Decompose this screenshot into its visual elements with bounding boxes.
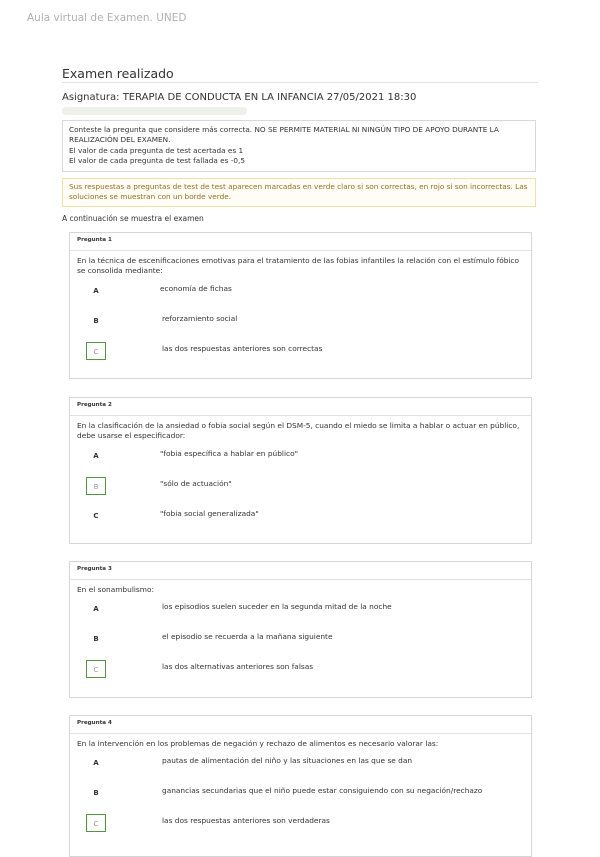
page-title: Examen realizado [62, 66, 174, 81]
answer-letter: B [93, 316, 99, 325]
answer-letter: A [93, 605, 99, 614]
question-text: En la intervención en los problemas de negación y rechazo de alimentos es necesario valorar las: [77, 739, 439, 748]
question-text: En la técnica de escenificaciones emotivas para el tratamiento de las fobias infantiles la relación con el estímulo fóbico se consolida mediante: [77, 256, 520, 276]
answer-letter-correct: C [86, 660, 106, 678]
question-text: En la clasificación de la ansiedad o fobia social según el DSM-5, cuando el miedo se limita a hablar o actuar en público, debe usarse el especificador: [77, 421, 520, 441]
redacted-bar [62, 107, 247, 115]
question-label: Pregunta 3 [77, 566, 112, 572]
answer-option[interactable] [70, 814, 531, 834]
answer-text: reforzamiento social [162, 313, 238, 323]
answer-letter: B [93, 789, 99, 798]
answer-option[interactable] [70, 754, 531, 774]
answer-text: los episodios suelen suceder en la segunda mitad de la noche [162, 602, 392, 612]
answer-option[interactable] [70, 507, 531, 527]
question-card [69, 397, 532, 544]
answer-text: las dos respuestas anteriores son correctas [162, 343, 323, 353]
answer-letter-correct: B [86, 477, 106, 495]
answer-option[interactable] [70, 660, 531, 680]
answer-text: las dos respuestas anteriores son verdaderas [162, 816, 330, 826]
answer-letter: A [93, 451, 99, 460]
answer-text: "sólo de actuación" [160, 478, 232, 488]
site-title: Aula virtual de Examen. UNED [27, 12, 187, 24]
question-text: En el sonambulismo: [77, 585, 154, 594]
notice-text: Sus respuestas a preguntas de test de test aparecen marcadas en verde claro si son correctas, en rojo si son incorrectas. Las soluciones se muestran con un borde verde. [69, 182, 528, 202]
answer-text: economía de fichas [160, 283, 232, 293]
question-card [69, 715, 532, 857]
answer-option[interactable] [70, 342, 531, 362]
answer-letter: B [93, 635, 99, 644]
title-divider [62, 82, 538, 83]
question-label: Pregunta 2 [77, 402, 112, 408]
answer-option[interactable] [70, 630, 531, 650]
instructions-line-1: Conteste la pregunta que considere más correcta. NO SE PERMITE MATERIAL NI NINGÚN TIPO DE APOYO DURANTE LA REALIZACIÓN DEL EXAMEN. [69, 125, 499, 145]
answer-text: ganancias secundarias que el niño puede estar consiguiendo con su negación/rechazo [162, 786, 483, 796]
subject-heading: Asignatura: TERAPIA DE CONDUCTA EN LA INFANCIA 27/05/2021 18:30 [62, 92, 417, 103]
answer-letter-correct: C [86, 814, 106, 832]
answer-option[interactable] [70, 600, 531, 620]
answer-letter: A [93, 759, 99, 768]
answer-letter-correct: C [86, 342, 106, 360]
question-card [69, 561, 532, 698]
answer-option[interactable] [70, 477, 531, 497]
question-label: Pregunta 4 [77, 720, 112, 726]
question-card [69, 232, 532, 379]
answer-option[interactable] [70, 784, 531, 804]
answer-text: pautas de alimentación del niño y las situaciones en las que se dan [162, 756, 413, 766]
instructions-box [62, 120, 536, 172]
answer-text: el episodio se recuerda a la mañana siguiente [162, 632, 333, 642]
answer-text: "fobia específica a hablar en público" [160, 448, 298, 458]
answer-option[interactable] [70, 312, 531, 332]
answer-option[interactable] [70, 447, 531, 467]
notice-box [62, 178, 536, 207]
answer-letter: C [93, 511, 99, 520]
instructions-line-3: El valor de cada pregunta de test fallada es -0,5 [69, 156, 246, 166]
instructions-line-2: El valor de cada pregunta de test acertada es 1 [69, 145, 244, 155]
answer-text: las dos alternativas anteriores son falsas [162, 662, 314, 672]
answer-letter: A [93, 286, 99, 295]
intro-text: A continuación se muestra el examen [62, 214, 204, 223]
answer-option[interactable] [70, 282, 531, 302]
answer-text: "fobia social generalizada" [160, 508, 259, 518]
question-label: Pregunta 1 [77, 237, 112, 243]
